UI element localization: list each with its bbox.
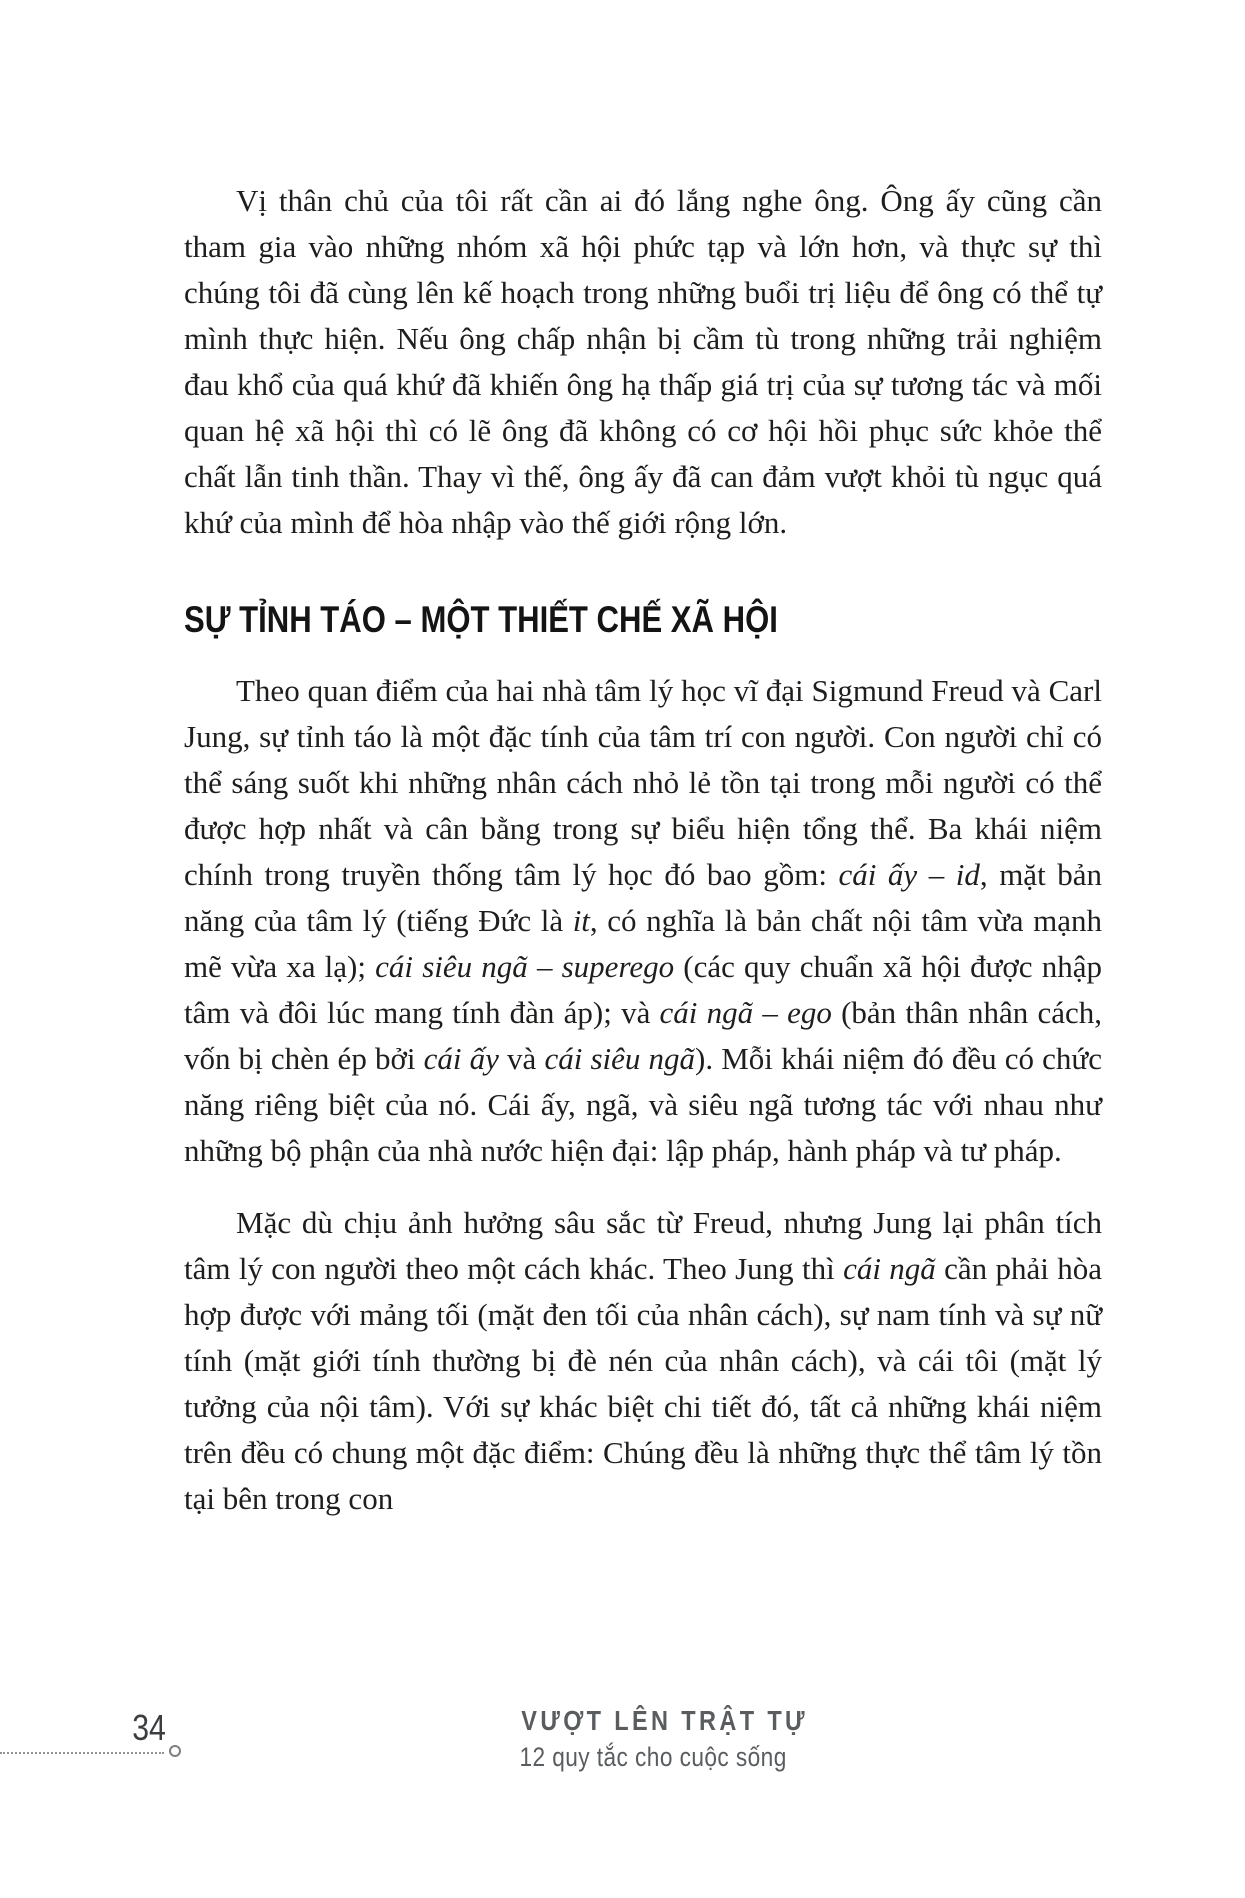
running-title-block	[494, 1705, 808, 1772]
section-heading-text: SỰ TỈNH TÁO – MỘT THIẾT CHẾ XÃ HỘI	[184, 599, 778, 640]
italic-term: cái siêu ngã	[544, 1041, 696, 1076]
section-heading	[184, 598, 1102, 642]
paragraph-client-listening	[184, 178, 1102, 546]
body-text-run: cần phải hòa hợp được với mảng tối (mặt đen tối của nhân cách), sự nam tính và sự nữ tính (mặt giới tính thường bị đè nén của nhân cách), và cái tôi (mặt lý tưởng của nội tâm). Với sự khác biệt chi tiết đó, tất cả những khái niệm trên đều có chung một đặc điểm: Chúng đều là những thực thể tâm lý tồn tại bên trong con	[184, 1251, 1103, 1516]
italic-term: cái siêu ngã – superego	[375, 949, 675, 984]
italic-term: cái ngã	[843, 1251, 936, 1286]
page-number-text: 34	[132, 1707, 166, 1748]
italic-term: cái ngã – ego	[659, 995, 832, 1030]
page-number	[104, 1708, 194, 1748]
paragraph-jung-analysis	[184, 1200, 1102, 1522]
italic-term: cái ấy	[423, 1041, 499, 1076]
body-text-run: Theo quan điểm của hai nhà tâm lý học vĩ đại Sigmund Freud và Carl Jung, sự tỉnh táo là một đặc tính của tâm trí con người. Con người chỉ có thể sáng suốt khi những nhân cách nhỏ lẻ tồn tại trong mỗi người có thể được hợp nhất và cân bằng trong sự biểu hiện tổng thể. Ba khái niệm chính trong truyền thống tâm lý học đó bao gồm:	[184, 673, 1102, 892]
book-title	[494, 1705, 808, 1737]
book-subtitle-text: 12 quy tắc cho cuộc sống	[519, 1742, 787, 1772]
italic-term: it	[572, 903, 590, 938]
body-text-run: Vị thân chủ của tôi rất cần ai đó lắng nghe ông. Ông ấy cũng cần tham gia vào những nhóm xã hội phức tạp và lớn hơn, và thực sự thì chúng tôi đã cùng lên kế hoạch trong những buổi trị liệu để ông có thể tự mình thực hiện. Nếu ông chấp nhận bị cầm tù trong những trải nghiệm đau khổ của quá khứ đã khiến ông hạ thấp giá trị của sự tương tác và mối quan hệ xã hội thì có lẽ ông đã không có cơ hội hồi phục sức khỏe thể chất lẫn tinh thần. Thay vì thế, ông ấy đã can đảm vượt khỏi tù ngục quá khứ của mình để hòa nhập vào thế giới rộng lớn.	[184, 183, 1102, 540]
footer-dotted-rule	[0, 1752, 164, 1754]
body-text-run: và	[498, 1041, 545, 1076]
book-title-text: VƯỢT LÊN TRẬT TỰ	[521, 1705, 808, 1736]
italic-term: cái ấy – id	[838, 857, 980, 892]
body-text-run: (các quy chuẩn xã hội được nhập tâm và đôi lúc mang tính đàn áp); và	[184, 949, 1102, 1030]
body-text-run: , mặt bản năng của tâm lý (tiếng Đức là	[184, 857, 1102, 938]
page-content	[184, 178, 1102, 1522]
body-text-run: Mặc dù chịu ảnh hưởng sâu sắc từ Freud, nhưng Jung lại phân tích tâm lý con người theo một cách khác. Theo Jung thì	[184, 1205, 1102, 1286]
body-text-run: (bản thân nhân cách, vốn bị chèn ép bởi	[184, 995, 1102, 1076]
body-text-run: , có nghĩa là bản chất nội tâm vừa mạnh mẽ vừa xa lạ);	[184, 903, 1102, 984]
body-text-run: ). Mỗi khái niệm đó đều có chức năng riêng biệt của nó. Cái ấy, ngã, và siêu ngã tương tác với nhau như những bộ phận của nhà nước hiện đại: lập pháp, hành pháp và tư pháp.	[184, 1041, 1102, 1168]
footer-circle-ornament	[169, 1745, 181, 1757]
book-subtitle	[494, 1742, 787, 1772]
paragraph-freud-jung-concepts	[184, 668, 1102, 1174]
